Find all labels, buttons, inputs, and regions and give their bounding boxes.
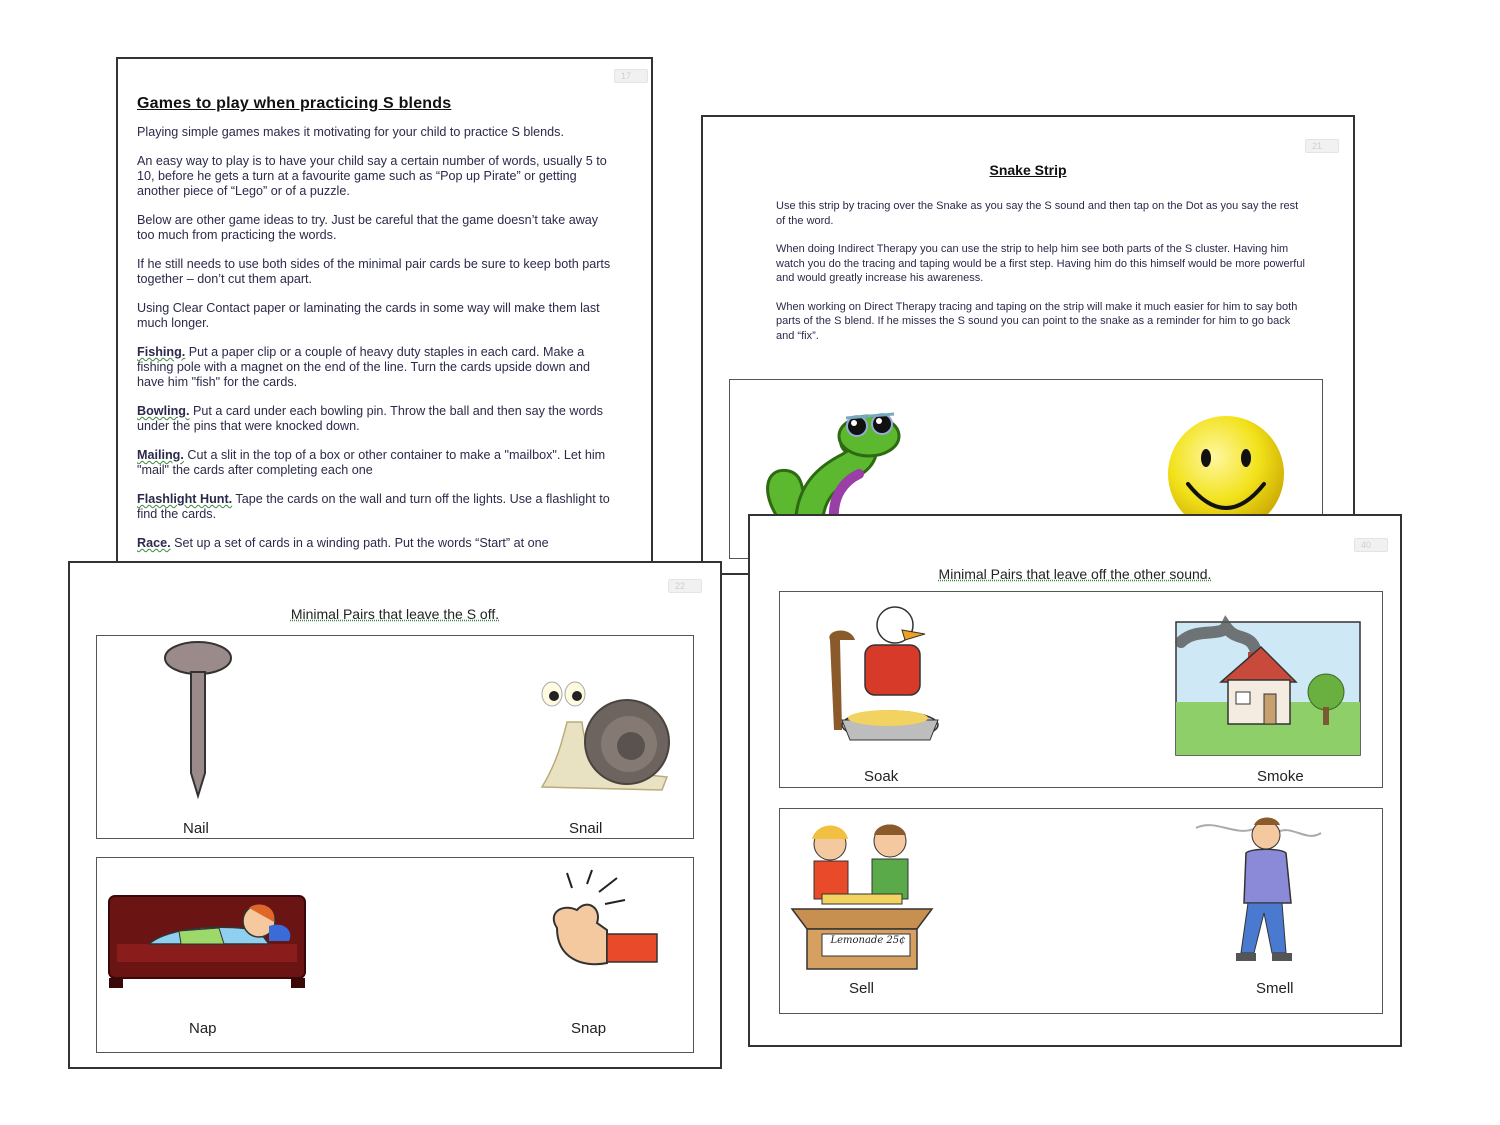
page-title: Snake Strip [989, 162, 1067, 178]
pair-card [779, 808, 1383, 1014]
page-number: 17 [614, 69, 648, 83]
game-name: Mailing. [137, 448, 184, 462]
game-mailing [137, 448, 615, 478]
games-page [116, 57, 653, 577]
snake-body [776, 199, 1306, 357]
page-number: 21 [1305, 139, 1339, 153]
house-with-smoke-icon [1176, 622, 1360, 755]
word-label: Nap [189, 1020, 217, 1037]
game-name: Race. [137, 536, 171, 550]
word-label: Snap [571, 1020, 607, 1037]
game-text: Tape the cards on the wall and turn off the lights. Use a flashlight to find the cards. [137, 492, 610, 521]
game-text: Put a paper clip or a couple of heavy duty staples in each card. Make a fishing pole with a magnet on the end of the line. Turn the cards upside down and have him "fish" for the cards. [137, 345, 590, 389]
snake-icon [754, 396, 904, 526]
pair-card [96, 635, 694, 839]
pair-card [96, 857, 694, 1053]
man-smelling-icon [1196, 813, 1326, 973]
word-label: Sell [849, 980, 875, 997]
paragraph: Below are other game ideas to try. Just be careful that the game doesn’t take away too much from practicing the words. [137, 213, 599, 242]
game-text: Set up a set of cards in a winding path. Put the words “Start” at one [170, 536, 549, 550]
paragraph: Playing simple games makes it motivating for your child to practice S blends. [137, 125, 564, 139]
duck-soaking-feet-icon [810, 600, 945, 755]
game-fishing [137, 345, 615, 390]
pair-card [779, 591, 1383, 788]
paragraph: Use this strip by tracing over the Snake as you say the S sound and then tap on the Dot as you say the rest of the word. [776, 200, 1299, 227]
nail-icon [163, 638, 233, 798]
game-name: Fishing. [137, 345, 186, 359]
page-number: 40 [1354, 538, 1388, 552]
game-name: Bowling. [137, 404, 190, 418]
word-label: Nail [183, 820, 209, 837]
paragraph: Using Clear Contact paper or laminating the cards in some way will make them last much longer. [137, 301, 600, 330]
snake-strip-page [701, 115, 1355, 575]
s-off-page [68, 561, 722, 1069]
page-title: Minimal Pairs that leave off the other sound. [938, 566, 1212, 582]
word-label: Smoke [1257, 768, 1304, 785]
games-body [137, 125, 615, 565]
word-label: Snail [569, 820, 603, 837]
paragraph: If he still needs to use both sides of the minimal pair cards be sure to keep both parts together – don’t cut them apart. [137, 257, 611, 286]
lemonade-stand-icon [792, 819, 932, 969]
game-race [137, 536, 615, 551]
paragraph: When doing Indirect Therapy you can use the strip to help him see both parts of the S cluster. Having him watch you do the tracing and taping would be a first step. Having him do this himself would be more powerful and would greatly increase his awareness. [776, 243, 1305, 284]
word-label: Smell [1256, 980, 1294, 997]
page-title: Games to play when practicing S blends [137, 95, 452, 112]
sleeping-boy-on-couch-icon [109, 886, 305, 988]
game-text: Cut a slit in the top of a box or other container to make a "mailbox". Let him "mail" the cards after completing each one [137, 448, 606, 477]
page-title: Minimal Pairs that leave the S off. [290, 606, 500, 622]
game-flashlight-hunt [137, 492, 615, 522]
game-name: Flashlight Hunt. [137, 492, 233, 506]
lemonade-sign: Lemonade 25¢ [830, 935, 906, 946]
game-text: Put a card under each bowling pin. Throw the ball and then say the words under the pins that were knocked down. [137, 404, 603, 433]
snail-icon [537, 682, 672, 797]
page-number: 22 [668, 579, 702, 593]
paragraph: An easy way to play is to have your child say a certain number of words, usually 5 to 10, before he gets a turn at a favourite game such as “Pop up Pirate” or getting another piece of “Lego” or of a puzzle. [137, 154, 607, 198]
snapping-fingers-icon [537, 868, 659, 978]
paragraph: When working on Direct Therapy tracing and taping on the strip will make it much easier for him to say both parts of the S blend. If he misses the S sound you can point to the snake as a reminder for him to go back and “fix”. [776, 300, 1298, 342]
other-sound-page [748, 514, 1402, 1047]
word-label: Soak [864, 768, 899, 785]
game-bowling [137, 404, 615, 434]
